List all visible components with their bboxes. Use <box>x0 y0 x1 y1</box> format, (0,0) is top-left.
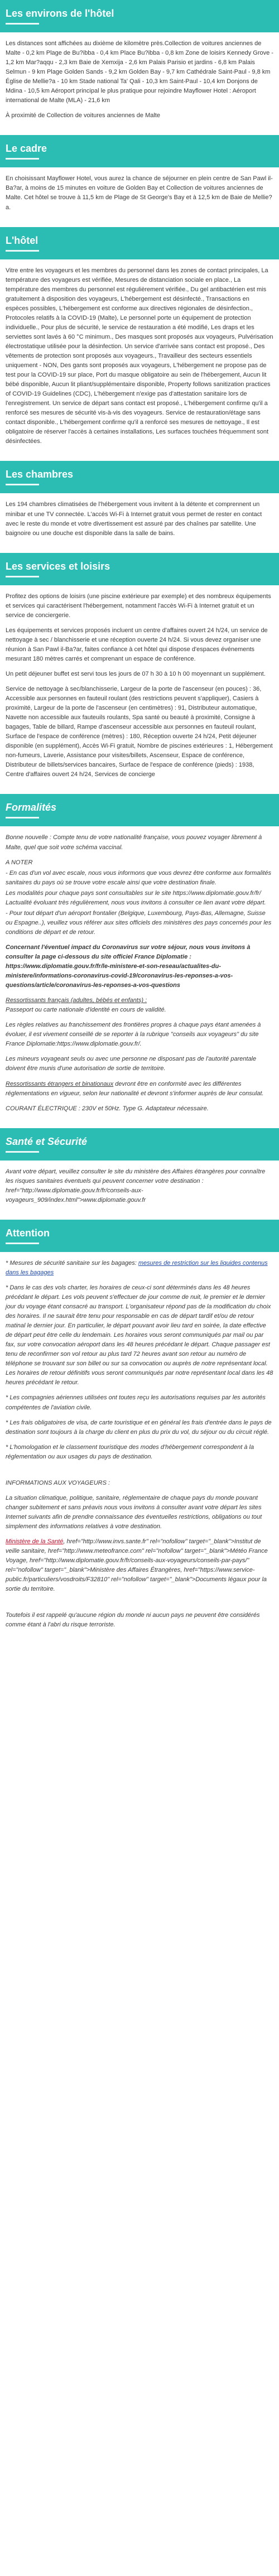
infos-links-text: , href="http://www.invs.sante.fr" rel="nofollow" target="_blank">Institut de veille sanitaire, href="http://www.meteofrance.com" rel="nofollow" target="_blank">Météo France Voyage, href="http://www.diplomatie.gouv.fr/fr/conseils-aux-voyageurs/conseils-par-pays/" rel="nofollow" target="_blank">Ministère des Affaires Étrangères, href="https://www.service-public.fr/particuliers/vosdroits/F32810" rel="nofollow" target="_blank">Documents légaux pour la sortie du territoire. <box>6 1538 268 1593</box>
infos-situation: La situation climatique, politique, sanitaire, réglementaire de chaque pays du monde pouvant changer subitement et sans préavis nous vous invitons à consulter avant votre départ les sites Internet suivants afin de prendre connaissance des éventuelles restrictions, obligations ou tout simplement des informations relatives à votre destination. <box>6 1494 262 1530</box>
cadre-title: Le cadre <box>6 143 47 155</box>
header-accent-line <box>6 158 39 160</box>
section-header-cadre <box>0 135 279 167</box>
environs-distances: Les distances sont affichées au dixième de kilomètre près.Collection de voitures anciennes de Malte - 0,2 km Plage de Bu?ibba - 0,4 km Place Bu?ibba - 0,8 km Zone de loisirs Kennedy Grove - 1,2 km Mar?aqqu - 2,3 km Baie de Xemxija - 2,6 km Palais Parisio et jardins - 6,8 km Palais Selmun - 9 km Plage Golden Sands - 9,2 km Golden Bay - 9,7 km Cathédrale Saint-Paul - 9,8 km Église de Mellie?a - 10 km Stade national Ta' Qali - 10,3 km Saint-Paul - 10,4 km Donjons de Mdina - 10,5 km Aéroport principal le plus pratique pour rejoindre Mayflower Hotel : Aéroport international de Malte (MLA) - 21,6 km <box>6 40 273 104</box>
passport-link[interactable]: Ressortissants français (adultes, bébés et enfants) : <box>6 997 147 1004</box>
formalites-current: COURANT ÉLECTRIQUE : 230V et 50Hz. Type G. Adaptateur nécessaire. <box>6 1105 209 1112</box>
section-body-chambres <box>0 493 279 552</box>
section-body-cadre <box>0 167 279 227</box>
header-accent-line <box>6 576 39 577</box>
sante-title: Santé et Sécurité <box>6 1135 88 1147</box>
formalites-coronavirus: Concernant l'éventuel impact du Coronavirus sur votre séjour, nous vous invitons à consulter la page ci-dessous du site officiel France Diplomatie : https://www.diplomatie.gouv.fr/fr/le-ministere-et-son-reseau/actualites-du-ministere/informations-coronavirus-covid-19/coronavirus-les-reponses-a-vos-questions/article/coronavirus-les-reponses-a-vos-questions <box>6 943 251 989</box>
chambres-title: Les chambres <box>6 469 74 480</box>
section-body-attention <box>0 1252 279 1645</box>
section-body-environs <box>0 32 279 135</box>
header-accent-line <box>6 23 39 25</box>
spacer <box>6 1600 273 1611</box>
attention-visa-fees: * Les frais obligatoires de visa, de carte touristique et en général les frais d'entrée dans le pays de destination sont toujours à la charge du client en plus du prix du vol, du séjour ou du circuit réglé. <box>6 1419 272 1436</box>
hotel-title: L'hôtel <box>6 234 39 246</box>
environs-title: Les environs de l'hôtel <box>6 8 114 19</box>
formalites-good-news: Bonne nouvelle : Compte tenu de votre nationalité française, vous pouvez voyager librement à Malte, quel que soit votre schéma vaccinal. <box>6 834 262 851</box>
header-accent-line <box>6 250 39 252</box>
passport-text: Passeport ou carte nationale d'identité en cours de validité. <box>6 1007 166 1014</box>
infos-terrorism: Toutefois il est rappelé qu'aucune région du monde ni aucun pays ne peuvent être considérés comme étant à l'abri du risque terroriste. <box>6 1612 260 1629</box>
ministere-sante-link[interactable]: Ministère de la Santé <box>6 1538 64 1545</box>
header-accent-line <box>6 484 39 485</box>
formalites-note-title: A NOTER <box>6 859 33 866</box>
services-list: Service de nettoyage à sec/blanchisserie, Largeur de la porte de l'ascenseur (en pouces) : 36, Accessible aux personnes en fauteuil roulant (des restrictions peuvent s'appliquer), Casiers à proximité, Largeur de la porte de l'ascenseur (en centimètres) : 91, Distributeur automatique, Navette non accessible aux fauteuils roulants, Spa santé ou beauté à proximité, Consigne à bagages, Table de billard, Rampe d'ascenseur accessible aux personnes en fauteuil roulant, Surface de l'espace de conférence (mètres) : 180, Réception ouverte 24 h/24, Petit déjeuner disponible (en supplément), Accès Wi-Fi gratuit, Nombre de piscines extérieures : 1, Hébergement non-fumeurs, Laverie, Assistance pour visites/billets, Ascenseur, Espace de conférence, Distributeur de billets/services bancaires, Surface de l'espace de conférence (pieds) : 1938, Centre d'affaires ouvert 24 h/24, Services de concierge <box>6 686 273 778</box>
section-body-services <box>0 585 279 795</box>
formalites-note-item: Les modalités pour chaque pays sont consultables sur le site https://www.diplomatie.gouv.fr/fr/ Lactualité évoluant très régulièrement, nous vous invitons à consulter ce lien avant votre départ. <box>6 889 266 906</box>
section-header-formalites <box>0 794 279 826</box>
environs-proximity: À proximité de Collection de voitures anciennes de Malte <box>6 112 160 119</box>
services-intro: Profitez des options de loisirs (une piscine extérieure par exemple) et des nombreux équipements et services qui caractérisent l'hébergement, notamment l'accès Wi-Fi à Internet gratuit et un service de conciergerie. <box>6 593 271 619</box>
chambres-description: Les 194 chambres climatisées de l'hébergement vous invitent à la détente et comprennent un minibar et une TV connectée. L'accès Wi-Fi à Internet gratuit vous permet de rester en contact avec le reste du monde et votre divertissement est assuré par des chaînes par satellite. Une baignoire ou une douche est disponible dans la salle de bains. <box>6 501 262 537</box>
foreign-nationals-text: devront être en conformité avec les différentes réglementations en vigueur, selon leur nationalité et devront s'informer auprès de leur consulat. <box>6 1080 264 1097</box>
attention-airlines: * Les compagnies aériennes utilisées ont toutes reçu les autorisations requises par les autorités compétentes de l'aviation civile. <box>6 1394 266 1411</box>
hotel-description: Vitre entre les voyageurs et les membres du personnel dans les zones de contact principales, La température des voyageurs est vérifiée, Mesures de distanciation sociale en place., La température des membres du personnel est régulièrement vérifiée., Du gel antibactérien est mis gratuitement à disposition des voyageurs, L'hébergement est désinfecté., Transactions en espèces possibles, L'hébergement est conforme aux directives régionales de désinfection., Protocoles relatifs à la COVID-19 (Malte), Le personnel porte un équipement de protection individuelle., Pour plus de sécurité, le service de restauration a été modifié, Les draps et les serviettes sont lavés à 60 °C minimum., Des masques sont proposés aux voyageurs, Pulvérisation électrostatique utilisée pour la désinfection. Un service d'arrivée sans contact est proposé., Des vêtements de protection sont proposés aux voyageurs., Travailleur des secteurs essentiels uniquement - NON, Des gants sont proposés aux voyageurs, L'hébergement ne propose pas de test pour la COVID-19 sur place, Port du masque obligatoire au sein de l'hébergement, Aucun lit bébé disponible, Aucun lit pliant/supplémentaire disponible, Property follows sanitization practices of COVID-19 Guidelines (CDC), L'hébergement n'exige pas d'attestation sanitaire lors de l'enregistrement. Un service de départ sans contact est proposé., L'hébergement confirme qu'il a renforcé ses mesures de sécurité vis-à-vis des voyageurs. Service de restauration/étage sans contact disponible., L'hébergement confirme qu'il a renforcé ses mesures de nettoyage., Il est obligatoire de réserver l'accès à certaines installations, Les surfaces touchées fréquemment sont désinfectées. <box>6 267 273 445</box>
formalites-note-item: - En cas d'un vol avec escale, nous vous informons que vous devrez être conforme aux formalités sanitaires du pays où se trouve votre escale ainsi que votre destination finale. <box>6 869 271 886</box>
services-equipment: Les équipements et services proposés incluent un centre d'affaires ouvert 24 h/24, un service de nettoyage à sec / blanchisserie et une réception ouverte 24 h/24. Si vous devez organiser une réunion à San Pawl il-Ba?ar, faites confiance à cet hôtel qui dispose d'espaces événements mesurant 180 mètres carrés et comprenant un espace de conférence. <box>6 627 268 662</box>
formalites-note-item: - Pour tout départ d'un aéroport frontalier (Belgique, Luxembourg, Pays-Bas, Allemagne, Suisse ou Espagne..), veuillez vous référer aux sites officiels des ministères des pays concernés pour les conditions de départ et de retour. <box>6 909 272 936</box>
services-title: Les services et loisirs <box>6 560 110 572</box>
section-header-services <box>0 553 279 585</box>
section-body-formalites <box>0 826 279 1128</box>
section-header-hotel <box>0 227 279 259</box>
section-header-attention <box>0 1220 279 1252</box>
foreign-nationals-link[interactable]: Ressortissants étrangers et binationaux <box>6 1080 114 1087</box>
section-body-hotel <box>0 259 279 461</box>
attention-charter-flights: * Dans le cas des vols charter, les horaires de ceux-ci sont déterminés dans les 48 heures précédant le départ. Les vols peuvent s'effectuer de jour comme de nuit, le premier et le dernier jour du voyage étant consacré au transport. L'organisateur répond pas de la modification du choix des horaires. Il ne saurait être tenu pour responsable en cas de départ tardif et/ou de retour matinal le dernier jour. En particulier, le départ pouvant avoir lieu tard en soirée, la date effective de départ peut être celle du lendemain. Les horaires vous seront communiqués par mail ou par fax, sur votre convocation aéroport dans les 48 heures précédant le départ. Chaque passager est tenu de reconfirmer son vol retour au plus tard 72 heures avant son retour au numéro de téléphone se trouvant sur son billet ou sur sa convocation ou auprès de notre représentant local. Les horaires de retour définitifs vous seront communiqués par notre représentant local dans les 48 heures précédant le retour. <box>6 1284 273 1386</box>
sante-description: Avant votre départ, veuillez consulter le site du ministère des Affaires étrangères pour connaître les risques sanitaires éventuels qui peuvent concerner votre destination : href="http://www.diplomatie.gouv.fr/fr/conseils-aux-voyageurs_909/index.html">www.diplomatie.gouv.fr <box>6 1168 266 1203</box>
header-accent-line <box>6 1243 39 1244</box>
attention-title: Attention <box>6 1227 50 1239</box>
formalites-rules: Les règles relatives au franchissement des frontières propres à chaque pays étant amenées à évoluer, il est vivement conseillé de se reporter à la rubrique "conseils aux voyageurs" du site France Diplomatie:https://www.diplomatie.gouv.fr/. <box>6 1022 261 1048</box>
luggage-liquids-link[interactable]: mesures de restriction sur les liquides contenus dans les bagages <box>6 1259 268 1276</box>
header-accent-line <box>6 817 39 818</box>
attention-luggage-prefix: * Mesures de sécurité sanitaire sur les bagages: <box>6 1259 138 1267</box>
services-breakfast: Un petit déjeuner buffet est servi tous les jours de 07 h 30 à 10 h 00 moyennant un supplément. <box>6 670 266 677</box>
formalites-title: Formalités <box>6 802 57 813</box>
section-header-chambres <box>0 461 279 493</box>
spacer <box>6 1467 273 1479</box>
formalites-minors: Les mineurs voyageant seuls ou avec une personne ne disposant pas de l'autorité parentale doivent être munis d'une autorisation de sortie de territoire. <box>6 1056 257 1072</box>
infos-title: INFORMATIONS AUX VOYAGEURS : <box>6 1479 110 1486</box>
section-body-sante <box>0 1161 279 1220</box>
header-accent-line <box>6 1151 39 1153</box>
cadre-description: En choisissant Mayflower Hotel, vous aurez la chance de séjourner en plein centre de San Pawl il-Ba?ar, à moins de 15 minutes en voiture de Golden Bay et Collection de voitures anciennes de Malte. Cet hôtel se trouve à 11,5 km de Plage de St George's Bay et à 12,5 km de Baie de Mellie?a. <box>6 175 273 211</box>
section-header-environs <box>0 0 279 32</box>
attention-classification: * L'homologation et le classement touristique des modes d'hébergement correspondent à la réglementation ou aux usages du pays de destination. <box>6 1443 254 1460</box>
section-header-sante <box>0 1128 279 1161</box>
